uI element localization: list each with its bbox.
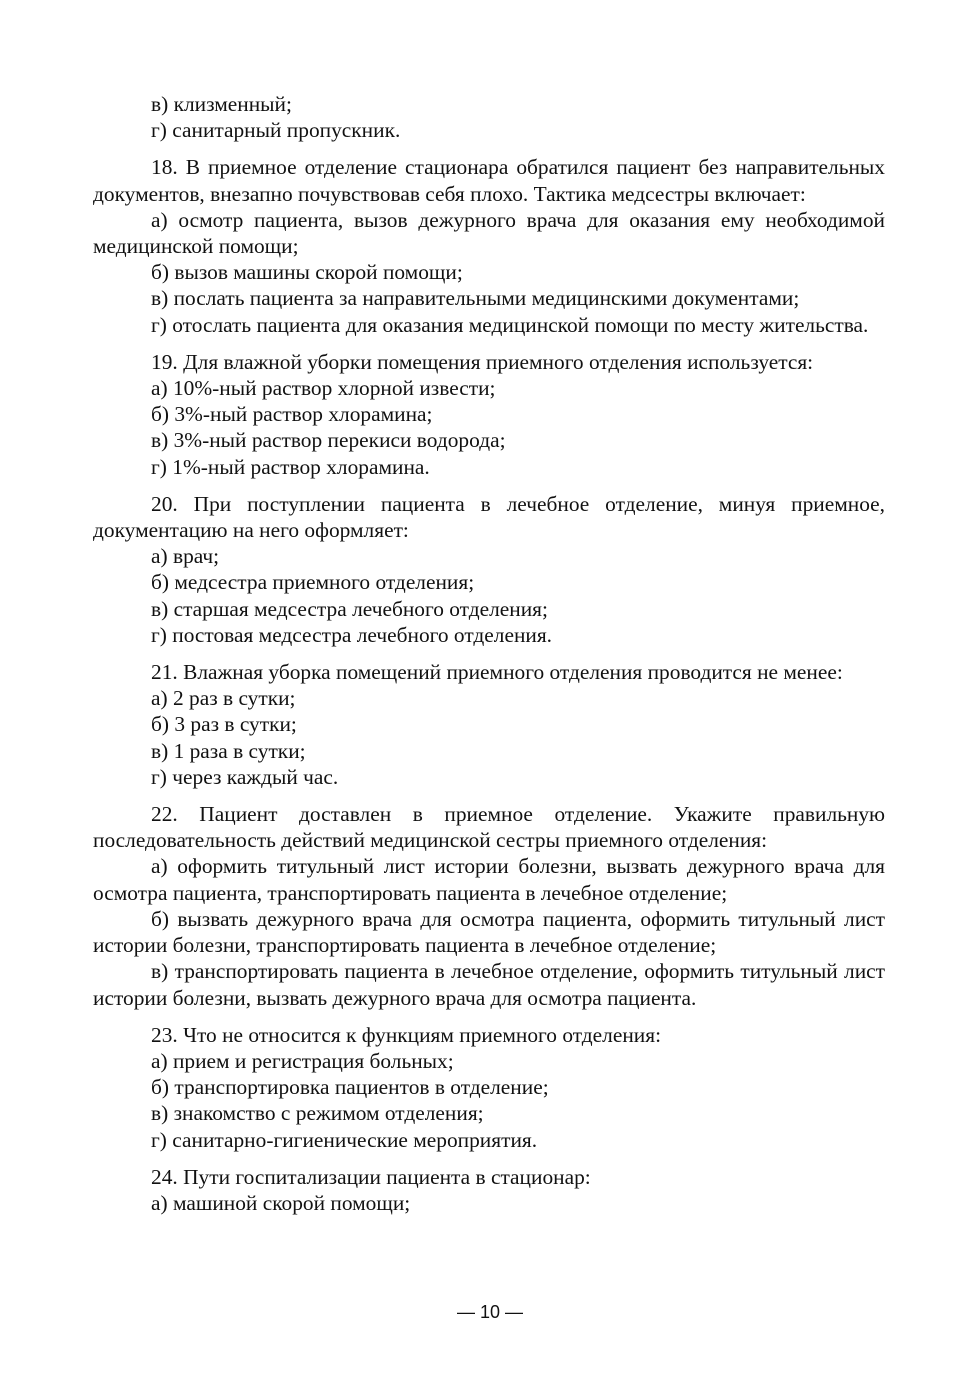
answer-option: г) 1%-ный раствор хлорамина. — [151, 454, 430, 479]
answer-option: в) знакомство с режимом отделения; — [151, 1101, 484, 1126]
answer-option: а) машиной скорой помощи; — [151, 1190, 411, 1215]
answer-option: а) осмотр пациента, вызов дежурного врача для оказания ему необходимой медицинской помощи; — [93, 207, 885, 259]
answer-option: в) 3%-ный раствор перекиси водорода; — [151, 428, 506, 453]
answer-option: а) прием и регистрация больных; — [151, 1048, 454, 1073]
question-19: 19. Для влажной уборки помещения приемного отделения используется: — [151, 349, 814, 374]
answer-option: в) старшая медсестра лечебного отделения; — [151, 596, 548, 621]
answer-option: б) транспортировка пациентов в отделение; — [151, 1075, 549, 1100]
question-18: 18. В приемное отделение стационара обратился пациент без направительных документов, внезапно почувствовав себя плохо. Тактика медсестры включает: — [93, 155, 885, 206]
answer-option: а) 10%-ный раствор хлорной извести; — [151, 376, 496, 401]
question-22: 22. Пациент доставлен в приемное отделение. Укажите правильную последовательность действий медицинской сестры приемного отделения: — [93, 802, 885, 853]
answer-option: г) через каждый час. — [151, 764, 339, 789]
answer-option: в) клизменный; — [151, 92, 292, 116]
question-23: 23. Что не относится к функциям приемного отделения: — [151, 1022, 662, 1047]
answer-option: г) отослать пациента для оказания медицинской помощи по месту жительства. — [151, 312, 869, 337]
answer-option: г) санитарно-гигиенические мероприятия. — [151, 1127, 538, 1152]
answer-option: а) врач; — [151, 544, 220, 569]
question-21: 21. Влажная уборка помещений приемного отделения проводится не менее: — [151, 660, 843, 685]
answer-option: а) оформить титульный лист истории болезни, вызвать дежурного врача для осмотра пациента, транспортировать пациента в лечебное отделение; — [93, 854, 885, 905]
answer-option: в) транспортировать пациента в лечебное отделение, оформить титульный лист истории болезни, вызвать дежурного врача для осмотра пациента. — [93, 959, 885, 1010]
question-24: 24. Пути госпитализации пациента в стационар: — [151, 1164, 591, 1189]
answer-option: б) вызов машины скорой помощи; — [151, 260, 463, 285]
answer-option: г) постовая медсестра лечебного отделения. — [151, 622, 553, 647]
question-20: 20. При поступлении пациента в лечебное отделение, минуя приемное, документацию на него оформляет: — [93, 491, 885, 543]
answer-option: б) 3%-ный раствор хлорамина; — [151, 402, 433, 427]
page-number: — 10 — — [456, 1302, 524, 1322]
answer-option: в) 1 раза в сутки; — [151, 738, 306, 763]
answer-option: б) медсестра приемного отделения; — [151, 570, 475, 595]
answer-option: а) 2 раз в сутки; — [151, 686, 296, 711]
answer-option: в) послать пациента за направительными медицинскими документами; — [151, 286, 800, 311]
page-content — [93, 91, 885, 1216]
answer-option: б) вызвать дежурного врача для осмотра пациента, оформить титульный лист истории болезни, транспортировать пациента в лечебное отделение; — [93, 906, 885, 958]
answer-option: б) 3 раз в сутки; — [151, 712, 297, 737]
answer-option: г) санитарный пропускник. — [151, 118, 401, 143]
